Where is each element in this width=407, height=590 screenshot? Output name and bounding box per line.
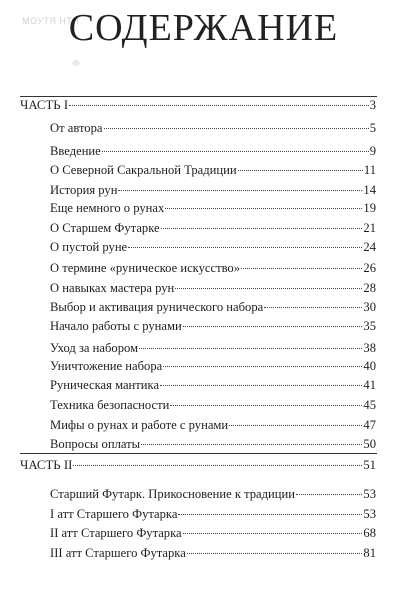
toc-entry	[50, 359, 376, 373]
toc-entry	[50, 546, 376, 560]
toc-entry-label: ЧАСТЬ II	[20, 458, 73, 472]
dot-leader	[183, 326, 363, 327]
dot-leader	[170, 405, 362, 406]
dot-leader	[128, 247, 362, 248]
dot-leader	[139, 348, 362, 349]
dot-leader	[104, 128, 369, 129]
toc-entry	[50, 300, 376, 314]
toc-page-number: 11	[363, 163, 376, 177]
dot-leader	[229, 425, 362, 426]
toc-part-heading	[20, 98, 376, 112]
toc-page-number: 51	[363, 458, 376, 472]
toc-page-number: 19	[363, 201, 376, 215]
toc-page-number: 53	[363, 487, 376, 501]
toc-entry-label: Техника безопасности	[50, 398, 170, 412]
toc-page-number: 38	[363, 341, 376, 355]
toc-page-number: 50	[363, 437, 376, 451]
toc-entry-label: Выбор и активация рунического набора	[50, 300, 264, 314]
toc-entry-label: О навыках мастера рун	[50, 281, 175, 295]
toc-entry	[50, 319, 376, 333]
toc-page-number: 47	[363, 418, 376, 432]
toc-entry	[50, 507, 376, 521]
toc-entry-label: Мифы о рунах и работе с рунами	[50, 418, 229, 432]
dot-leader	[238, 170, 363, 171]
toc-page-number: 24	[363, 240, 376, 254]
toc-entry-label: ЧАСТЬ I	[20, 98, 69, 112]
dot-leader	[165, 208, 362, 209]
dot-leader	[187, 553, 363, 554]
toc-entry	[50, 240, 376, 254]
toc-page-number: 30	[363, 300, 376, 314]
toc-page-number: 68	[363, 526, 376, 540]
toc-entry-label: От автора	[50, 121, 103, 135]
toc-entry-label: Руническая мантика	[50, 378, 160, 392]
dot-leader	[183, 533, 363, 534]
dot-leader	[163, 366, 362, 367]
toc-entry	[50, 341, 376, 355]
dot-leader	[102, 151, 369, 152]
rule-middle	[20, 453, 377, 454]
toc-page-number: 9	[369, 144, 376, 158]
toc-entry	[50, 281, 376, 295]
toc-entry-label: История рун	[50, 183, 118, 197]
toc-entry	[50, 378, 376, 392]
dot-leader	[241, 268, 362, 269]
toc-entry-label: Уничтожение набора	[50, 359, 163, 373]
dot-leader	[264, 307, 362, 308]
toc-page-number: 28	[363, 281, 376, 295]
toc-entry	[50, 437, 376, 451]
dot-leader	[178, 514, 362, 515]
toc-part-heading	[20, 458, 376, 472]
toc-page-number: 40	[363, 359, 376, 373]
toc-entry-label: О Старшем Футарке	[50, 221, 160, 235]
toc-entry	[50, 398, 376, 412]
toc-entry-label: О термине «руническое искусство»	[50, 261, 241, 275]
dot-leader	[296, 494, 362, 495]
toc-page-number: 41	[363, 378, 376, 392]
page-smudge	[72, 60, 80, 66]
bleed-through-text: МОУТЯ НТЯ	[22, 16, 80, 26]
toc-entry	[50, 201, 376, 215]
toc-page-number: 26	[363, 261, 376, 275]
toc-entry-label: III атт Старшего Футарка	[50, 546, 186, 560]
page-title: СОДЕРЖАНИЕ	[68, 7, 339, 49]
toc-entry	[50, 121, 376, 135]
toc-page-number: 81	[363, 546, 376, 560]
toc-entry-label: Уход за набором	[50, 341, 139, 355]
toc-entry	[50, 418, 376, 432]
toc-entry	[50, 221, 376, 235]
toc-entry-label: Еще немного о рунах	[50, 201, 165, 215]
toc-entry	[50, 526, 376, 540]
toc-entry-label: Старший Футарк. Прикосновение к традиции	[50, 487, 296, 501]
dot-leader	[161, 228, 363, 229]
toc-entry-label: Введение	[50, 144, 101, 158]
toc-entry	[50, 163, 376, 177]
toc-entry-label: Вопросы оплаты	[50, 437, 141, 451]
rule-top	[20, 96, 377, 97]
dot-leader	[69, 105, 369, 106]
toc-page-number: 45	[363, 398, 376, 412]
toc-page-number: 21	[363, 221, 376, 235]
toc-entry	[50, 144, 376, 158]
toc-page-number: 3	[369, 98, 376, 112]
dot-leader	[118, 190, 362, 191]
dot-leader	[73, 465, 362, 466]
toc-page-number: 53	[363, 507, 376, 521]
toc-entry	[50, 487, 376, 501]
toc-page-number: 35	[363, 319, 376, 333]
toc-entry	[50, 183, 376, 197]
toc-entry-label: О пустой руне	[50, 240, 128, 254]
dot-leader	[141, 444, 362, 445]
toc-page-number: 5	[369, 121, 376, 135]
toc-entry-label: Начало работы с рунами	[50, 319, 182, 333]
toc-entry-label: II атт Старшего Футарка	[50, 526, 182, 540]
toc-entry	[50, 261, 376, 275]
toc-entry-label: О Северной Сакральной Традиции	[50, 163, 237, 177]
dot-leader	[175, 288, 362, 289]
dot-leader	[160, 385, 362, 386]
toc-entry-label: I атт Старшего Футарка	[50, 507, 178, 521]
toc-page-number: 14	[363, 183, 376, 197]
